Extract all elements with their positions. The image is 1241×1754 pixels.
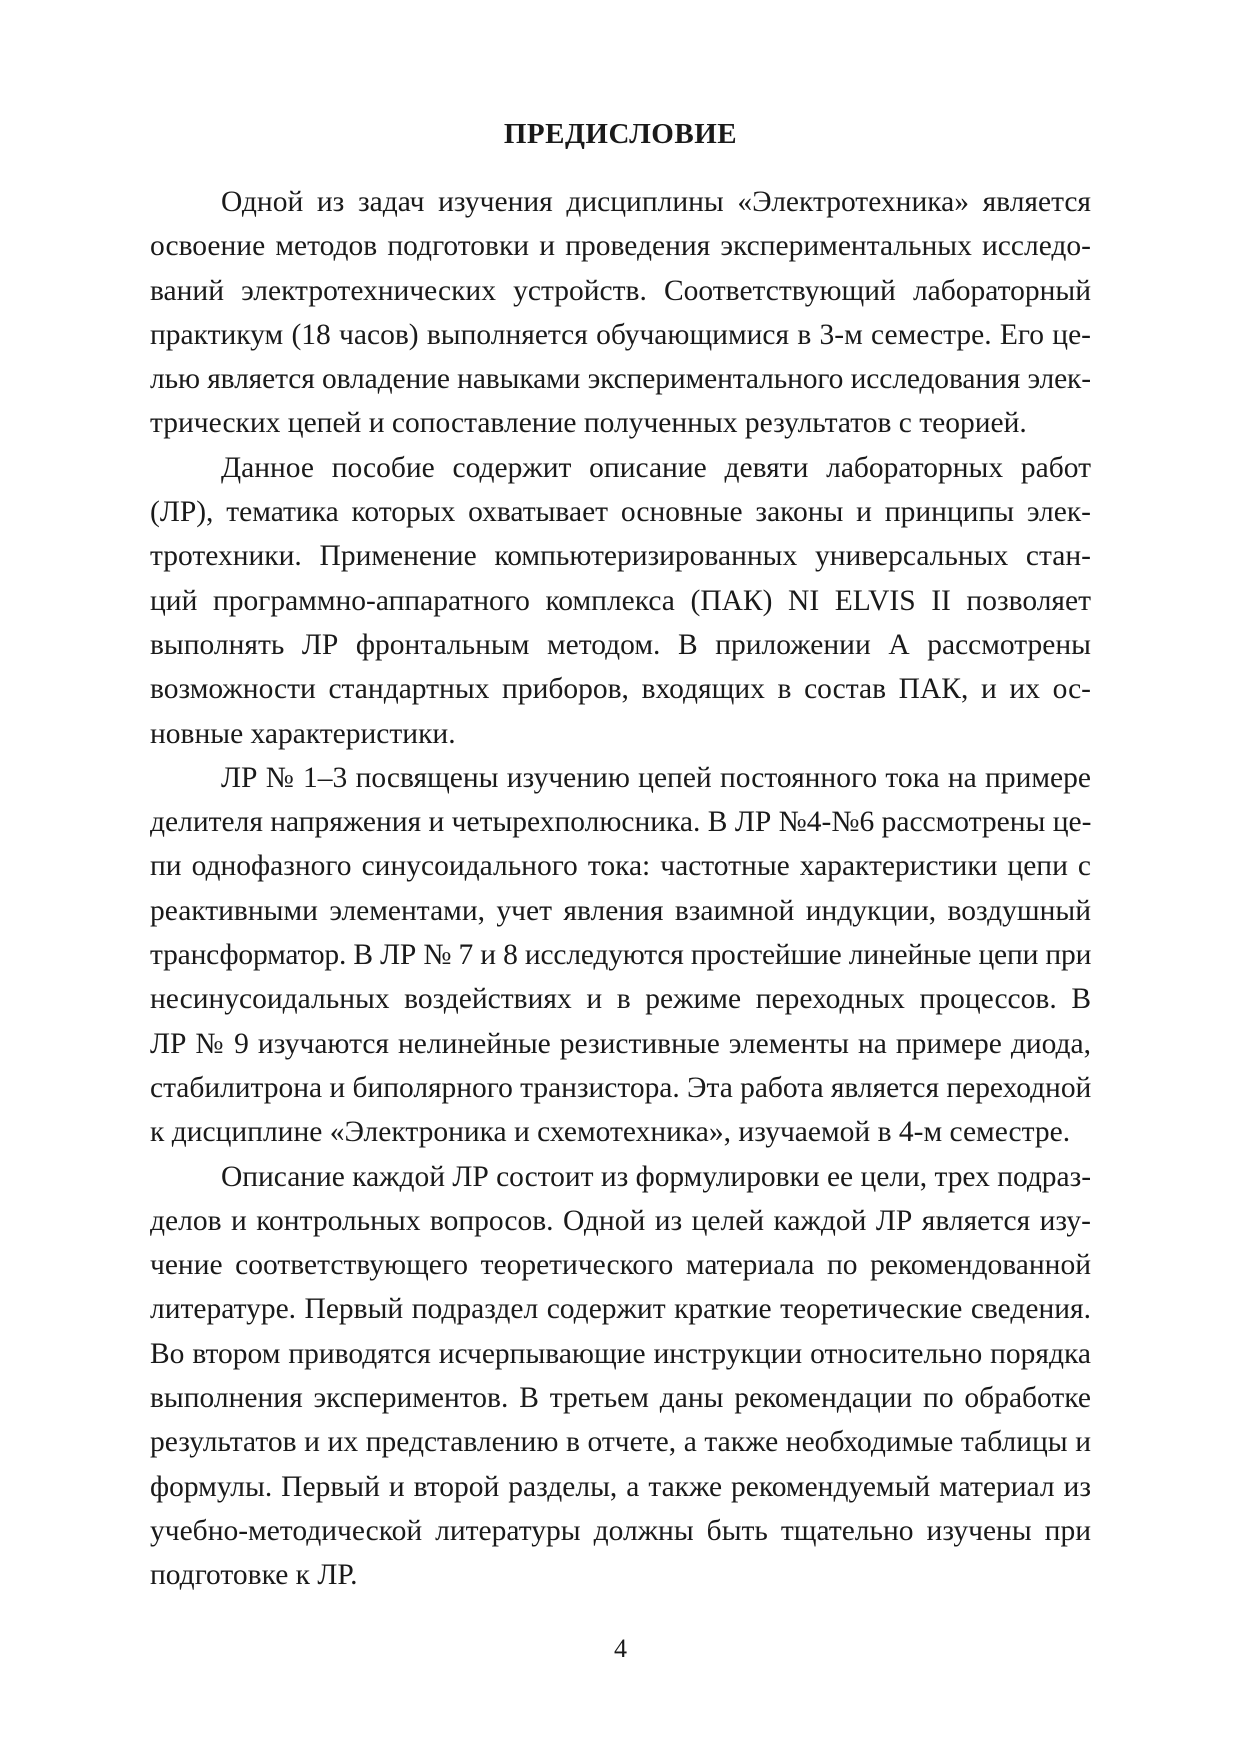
body-text <box>150 180 1091 1598</box>
text-line: несинусоидальных воздействиях и в режиме переходных процессов. В <box>150 983 1091 1016</box>
text-line: практикум (18 часов) выполняется обучающимися в 3-м семестре. Его це- <box>150 318 1091 351</box>
text-line: лью является овладение навыками экспериментального исследования элек- <box>150 363 1091 396</box>
text-line: ваний электротехнических устройств. Соответствующий лабораторный <box>150 274 1091 307</box>
text-line: реактивными элементами, учет явления взаимной индукции, воздушный <box>150 894 1091 927</box>
text-line: Данное пособие содержит описание девяти лабораторных работ <box>221 451 1091 484</box>
text-line: пи однофазного синусоидального тока: частотные характеристики цепи с <box>150 850 1091 883</box>
text-line: трансформатор. В ЛР № 7 и 8 исследуются простейшие линейные цепи при <box>150 939 1092 972</box>
text-line: подготовке к ЛР. <box>150 1559 358 1592</box>
text-line: (ЛР), тематика которых охватывает основные законы и принципы элек- <box>150 496 1091 529</box>
page-number: 4 <box>614 1634 627 1663</box>
paragraph-2 <box>150 446 1091 756</box>
text-line: возможности стандартных приборов, входящих в состав ПАК, и их ос- <box>150 673 1091 706</box>
text-line: Одной из задач изучения дисциплины «Электротехника» является <box>221 186 1091 218</box>
text-line: литературе. Первый подраздел содержит краткие теоретические сведения. <box>150 1293 1091 1326</box>
text-line: трических цепей и сопоставление полученных результатов с теорией. <box>150 407 1027 440</box>
text-line: новные характеристики. <box>150 717 456 750</box>
paragraph-1 <box>150 180 1091 446</box>
text-line: к дисциплине «Электроника и схемотехника», изучаемой в 4-м семестре. <box>150 1116 1071 1149</box>
text-line: стабилитрона и биполярного транзистора. Эта работа является переходной <box>150 1071 1092 1104</box>
page-title: ПРЕДИСЛОВИЕ <box>503 118 738 150</box>
text-line: тротехники. Применение компьютеризированных универсальных стан- <box>150 540 1091 573</box>
text-line: формулы. Первый и второй разделы, а также рекомендуемый материал из <box>150 1470 1091 1503</box>
text-line: чение соответствующего теоретического материала по рекомендованной <box>150 1249 1091 1282</box>
text-line: учебно-методической литературы должны быть тщательно изучены при <box>150 1514 1091 1547</box>
text-line: Во втором приводятся исчерпывающие инструкции относительно порядка <box>150 1337 1091 1370</box>
text-line: делов и контрольных вопросов. Одной из целей каждой ЛР является изу- <box>150 1204 1091 1237</box>
text-line: выполнения экспериментов. В третьем даны рекомендации по обработке <box>150 1382 1091 1415</box>
paragraph-4 <box>150 1155 1091 1598</box>
text-line: результатов и их представлению в отчете, а также необходимые таблицы и <box>150 1426 1091 1459</box>
text-line: ЛР № 9 изучаются нелинейные резистивные элементы на примере диода, <box>150 1027 1091 1060</box>
text-line: ций программно-аппаратного комплекса (ПАК) NI ELVIS II позволяет <box>150 584 1091 617</box>
paragraph-3 <box>150 756 1091 1155</box>
text-line: Описание каждой ЛР состоит из формулировки ее цели, трех подраз- <box>221 1160 1091 1193</box>
text-line: ЛР № 1–3 посвящены изучению цепей постоянного тока на примере <box>221 761 1091 794</box>
text-line: делителя напряжения и четырехполюсника. В ЛР №4-№6 рассмотрены це- <box>150 806 1092 839</box>
text-line: освоение методов подготовки и проведения экспериментальных исследо- <box>150 230 1091 263</box>
text-line: выполнять ЛР фронтальным методом. В приложении А рассмотрены <box>150 628 1091 661</box>
